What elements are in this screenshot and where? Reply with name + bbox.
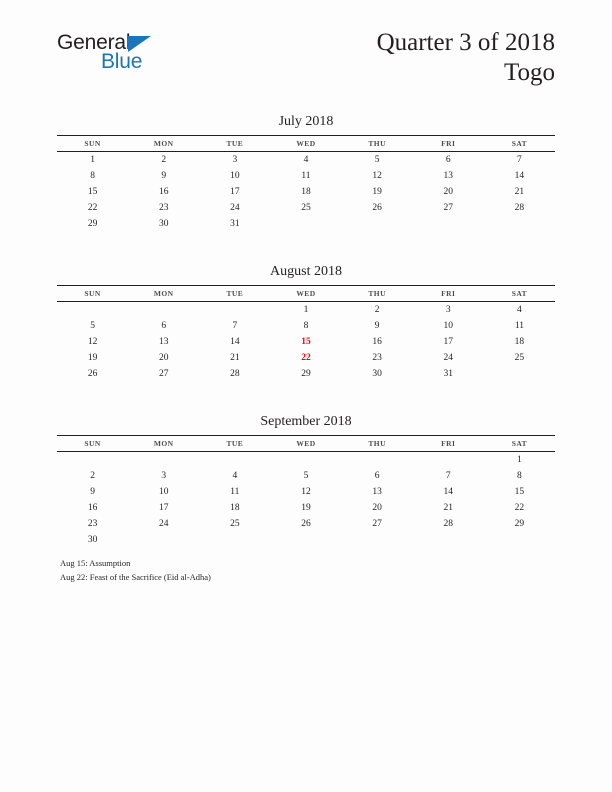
calendar-day[interactable]: 30 bbox=[87, 535, 98, 545]
calendar-day[interactable]: 5 bbox=[303, 471, 309, 481]
calendar-day[interactable]: 13 bbox=[443, 171, 454, 181]
calendar-day[interactable]: 23 bbox=[158, 203, 169, 213]
calendar-table bbox=[57, 285, 555, 382]
weekday-header-row bbox=[57, 286, 555, 302]
weekday-header-thu: THU bbox=[342, 286, 413, 302]
calendar-day[interactable]: 18 bbox=[230, 503, 240, 513]
calendar-day-empty bbox=[270, 216, 341, 232]
holiday-legend bbox=[60, 557, 480, 584]
calendar-day[interactable]: 27 bbox=[372, 519, 382, 529]
weekday-header-tue: TUE bbox=[199, 136, 270, 152]
calendar-day-empty bbox=[413, 452, 484, 469]
calendar-day[interactable]: 4 bbox=[517, 305, 522, 315]
month-title: July 2018 bbox=[278, 114, 334, 129]
calendar-day[interactable]: 1 bbox=[90, 155, 95, 165]
calendar-day[interactable]: 1 bbox=[303, 305, 309, 315]
calendar-day-empty bbox=[342, 216, 413, 232]
calendar-day[interactable]: 19 bbox=[372, 187, 382, 197]
weekday-header-row bbox=[57, 136, 555, 152]
calendar-day-empty bbox=[413, 532, 484, 548]
calendar-day[interactable]: 3 bbox=[161, 471, 167, 481]
weekday-header-fri: FRI bbox=[413, 286, 484, 302]
calendar-week-row bbox=[57, 302, 555, 319]
calendar-day-empty bbox=[270, 452, 341, 469]
weekday-header-thu: THU bbox=[342, 436, 413, 452]
month-block-september bbox=[57, 412, 555, 548]
calendar-day[interactable]: 29 bbox=[301, 369, 311, 379]
calendar-day[interactable]: 2 bbox=[161, 155, 167, 165]
calendar-week-row bbox=[57, 500, 555, 516]
calendar-week-row bbox=[57, 532, 555, 548]
calendar-day[interactable]: 26 bbox=[301, 519, 311, 529]
calendar-day[interactable]: 8 bbox=[517, 471, 522, 481]
calendar-day[interactable]: 20 bbox=[372, 503, 382, 513]
calendar-week-row bbox=[57, 168, 555, 184]
calendar-day[interactable]: 19 bbox=[87, 353, 98, 363]
month-title: September 2018 bbox=[260, 414, 352, 429]
calendar-day[interactable]: 7 bbox=[232, 321, 238, 331]
calendar-table bbox=[57, 435, 555, 548]
calendar-day[interactable]: 17 bbox=[158, 503, 169, 513]
calendar-day[interactable]: 27 bbox=[158, 369, 169, 379]
calendar-day-empty bbox=[57, 452, 128, 469]
calendar-day-empty bbox=[342, 452, 413, 469]
weekday-header-sat: SAT bbox=[484, 136, 555, 152]
calendar-day[interactable]: 24 bbox=[158, 519, 169, 529]
calendar-day[interactable]: 9 bbox=[374, 321, 380, 331]
calendar-day[interactable]: 4 bbox=[232, 471, 238, 481]
calendar-day[interactable]: 30 bbox=[158, 219, 169, 229]
calendar-day[interactable]: 4 bbox=[303, 155, 309, 165]
calendar-day[interactable]: 19 bbox=[301, 503, 311, 513]
calendar-day[interactable]: 18 bbox=[514, 337, 525, 347]
calendar-week-row bbox=[57, 152, 555, 169]
month-block-july bbox=[57, 112, 555, 232]
calendar-day[interactable]: 12 bbox=[372, 171, 382, 181]
calendar-week-row bbox=[57, 184, 555, 200]
country-title: Togo bbox=[503, 59, 555, 86]
calendar-week-row bbox=[57, 318, 555, 334]
calendar-day[interactable]: 2 bbox=[374, 305, 380, 315]
calendar-day[interactable]: 5 bbox=[374, 155, 380, 165]
calendar-week-row bbox=[57, 366, 555, 382]
calendar-body bbox=[57, 452, 555, 549]
calendar-day[interactable]: 18 bbox=[301, 187, 311, 197]
calendar-day-empty bbox=[199, 532, 270, 548]
weekday-header-fri: FRI bbox=[413, 136, 484, 152]
calendar-day[interactable]: 13 bbox=[372, 487, 382, 497]
calendar-body bbox=[57, 302, 555, 383]
calendar-day-empty bbox=[413, 216, 484, 232]
calendar-week-row bbox=[57, 334, 555, 350]
weekday-header-mon: MON bbox=[128, 286, 199, 302]
weekday-header-sun: SUN bbox=[57, 136, 128, 152]
calendar-day-empty bbox=[57, 302, 128, 319]
weekday-header-wed: WED bbox=[270, 286, 341, 302]
calendar-day[interactable]: 30 bbox=[372, 369, 382, 379]
month-title: August 2018 bbox=[270, 264, 342, 279]
weekday-header-tue: TUE bbox=[199, 286, 270, 302]
calendar-day[interactable]: 21 bbox=[230, 353, 240, 363]
calendar-day[interactable]: 25 bbox=[514, 353, 525, 363]
calendar-day[interactable]: 24 bbox=[230, 203, 240, 213]
calendar-day[interactable]: 11 bbox=[514, 321, 524, 331]
calendar-day[interactable]: 13 bbox=[158, 337, 169, 347]
calendar-day-empty bbox=[484, 366, 555, 382]
calendar-day[interactable]: 7 bbox=[517, 155, 522, 165]
brand-logo bbox=[57, 32, 247, 88]
calendar-day[interactable]: 21 bbox=[514, 187, 525, 197]
calendar-day[interactable]: 15 bbox=[87, 187, 98, 197]
calendar-day[interactable]: 23 bbox=[87, 519, 98, 529]
weekday-header-row bbox=[57, 436, 555, 452]
calendar-day[interactable]: 11 bbox=[230, 487, 240, 497]
weekday-header-wed: WED bbox=[270, 436, 341, 452]
calendar-day[interactable]: 17 bbox=[230, 187, 240, 197]
weekday-header-sun: SUN bbox=[57, 286, 128, 302]
calendar-week-row bbox=[57, 484, 555, 500]
calendar-day[interactable]: 23 bbox=[372, 353, 382, 363]
calendar-day[interactable]: 14 bbox=[514, 171, 525, 181]
calendar-day-empty bbox=[342, 532, 413, 548]
calendar-day-empty bbox=[199, 302, 270, 319]
calendar-day[interactable]: 5 bbox=[90, 321, 95, 331]
calendar-day[interactable]: 25 bbox=[230, 519, 240, 529]
calendar-day[interactable]: 21 bbox=[443, 503, 454, 513]
month-block-august bbox=[57, 262, 555, 382]
weekday-header-sat: SAT bbox=[484, 286, 555, 302]
calendar-day[interactable]: 10 bbox=[230, 171, 240, 181]
weekday-header-mon: MON bbox=[128, 136, 199, 152]
calendar-day[interactable]: 24 bbox=[443, 353, 454, 363]
quarter-title: Quarter 3 of 2018 bbox=[376, 29, 555, 56]
calendar-day[interactable]: 2 bbox=[90, 471, 95, 481]
calendar-day[interactable]: 8 bbox=[303, 321, 309, 331]
calendar-day[interactable]: 6 bbox=[161, 321, 167, 331]
calendar-day[interactable]: 31 bbox=[443, 369, 454, 379]
calendar-day[interactable]: 9 bbox=[161, 171, 167, 181]
calendar-day-empty bbox=[128, 532, 199, 548]
calendar-day[interactable]: 26 bbox=[372, 203, 382, 213]
calendar-day-empty bbox=[199, 452, 270, 469]
calendar-day[interactable]: 29 bbox=[87, 219, 98, 229]
calendar-day[interactable]: 20 bbox=[158, 353, 169, 363]
calendar-day[interactable]: 26 bbox=[87, 369, 98, 379]
weekday-header-sat: SAT bbox=[484, 436, 555, 452]
calendar-header bbox=[57, 286, 555, 302]
calendar-day-empty bbox=[484, 216, 555, 232]
calendar-day[interactable]: 14 bbox=[230, 337, 240, 347]
page-header bbox=[0, 0, 612, 100]
legend-item: Aug 22: Feast of the Sacrifice (Eid al-Adha) bbox=[60, 571, 211, 582]
weekday-header-sun: SUN bbox=[57, 436, 128, 452]
calendar-day[interactable]: 8 bbox=[90, 171, 95, 181]
calendar-day[interactable]: 10 bbox=[158, 487, 169, 497]
calendar-week-row bbox=[57, 350, 555, 366]
calendar-day-empty bbox=[128, 302, 199, 319]
weekday-header-fri: FRI bbox=[413, 436, 484, 452]
calendar-day[interactable]: 31 bbox=[230, 219, 240, 229]
calendar-day[interactable]: 15 bbox=[514, 487, 525, 497]
calendar-header bbox=[57, 436, 555, 452]
calendar-day[interactable]: 16 bbox=[87, 503, 98, 513]
calendar-day[interactable]: 6 bbox=[374, 471, 380, 481]
calendar-day[interactable]: 29 bbox=[514, 519, 525, 529]
calendar-day[interactable]: 27 bbox=[443, 203, 454, 213]
calendar-day-holiday[interactable]: 22 bbox=[301, 353, 311, 363]
calendar-day-empty bbox=[484, 532, 555, 548]
calendar-body bbox=[57, 152, 555, 233]
weekday-header-tue: TUE bbox=[199, 436, 270, 452]
calendar-day[interactable]: 3 bbox=[232, 155, 238, 165]
calendar-day[interactable]: 7 bbox=[445, 471, 451, 481]
weekday-header-mon: MON bbox=[128, 436, 199, 452]
calendar-day-empty bbox=[128, 452, 199, 469]
calendar-day[interactable]: 14 bbox=[443, 487, 454, 497]
calendar-day[interactable]: 28 bbox=[443, 519, 454, 529]
calendar-week-row bbox=[57, 452, 555, 469]
calendar-week-row bbox=[57, 216, 555, 232]
weekday-header-thu: THU bbox=[342, 136, 413, 152]
calendar-day[interactable]: 16 bbox=[372, 337, 382, 347]
calendar-day[interactable]: 22 bbox=[87, 203, 98, 213]
weekday-header-wed: WED bbox=[270, 136, 341, 152]
calendar-week-row bbox=[57, 200, 555, 216]
calendar-day[interactable]: 11 bbox=[301, 171, 311, 181]
calendar-day[interactable]: 6 bbox=[445, 155, 451, 165]
calendar-day[interactable]: 28 bbox=[230, 369, 240, 379]
calendar-day[interactable]: 20 bbox=[443, 187, 454, 197]
calendar-table bbox=[57, 135, 555, 232]
calendar-day[interactable]: 1 bbox=[517, 455, 522, 465]
calendar-day[interactable]: 10 bbox=[443, 321, 454, 331]
calendar-day-holiday[interactable]: 15 bbox=[301, 337, 311, 347]
calendar-day[interactable]: 25 bbox=[301, 203, 311, 213]
calendar-day[interactable]: 17 bbox=[443, 337, 454, 347]
calendar-header bbox=[57, 136, 555, 152]
logo-text-blue: Blue bbox=[101, 50, 143, 73]
calendar-day[interactable]: 3 bbox=[445, 305, 451, 315]
calendar-week-row bbox=[57, 516, 555, 532]
legend-item: Aug 15: Assumption bbox=[60, 558, 131, 568]
calendar-day[interactable]: 12 bbox=[301, 487, 311, 497]
page-title bbox=[377, 28, 555, 88]
calendar-day[interactable]: 9 bbox=[90, 487, 95, 497]
calendar-day[interactable]: 12 bbox=[87, 337, 98, 347]
calendar-day[interactable]: 16 bbox=[158, 187, 169, 197]
calendar-week-row bbox=[57, 468, 555, 484]
calendar-day[interactable]: 22 bbox=[514, 503, 525, 513]
calendar-day[interactable]: 28 bbox=[514, 203, 525, 213]
calendar-day-empty bbox=[270, 532, 341, 548]
logo-text-general: General bbox=[57, 31, 131, 54]
